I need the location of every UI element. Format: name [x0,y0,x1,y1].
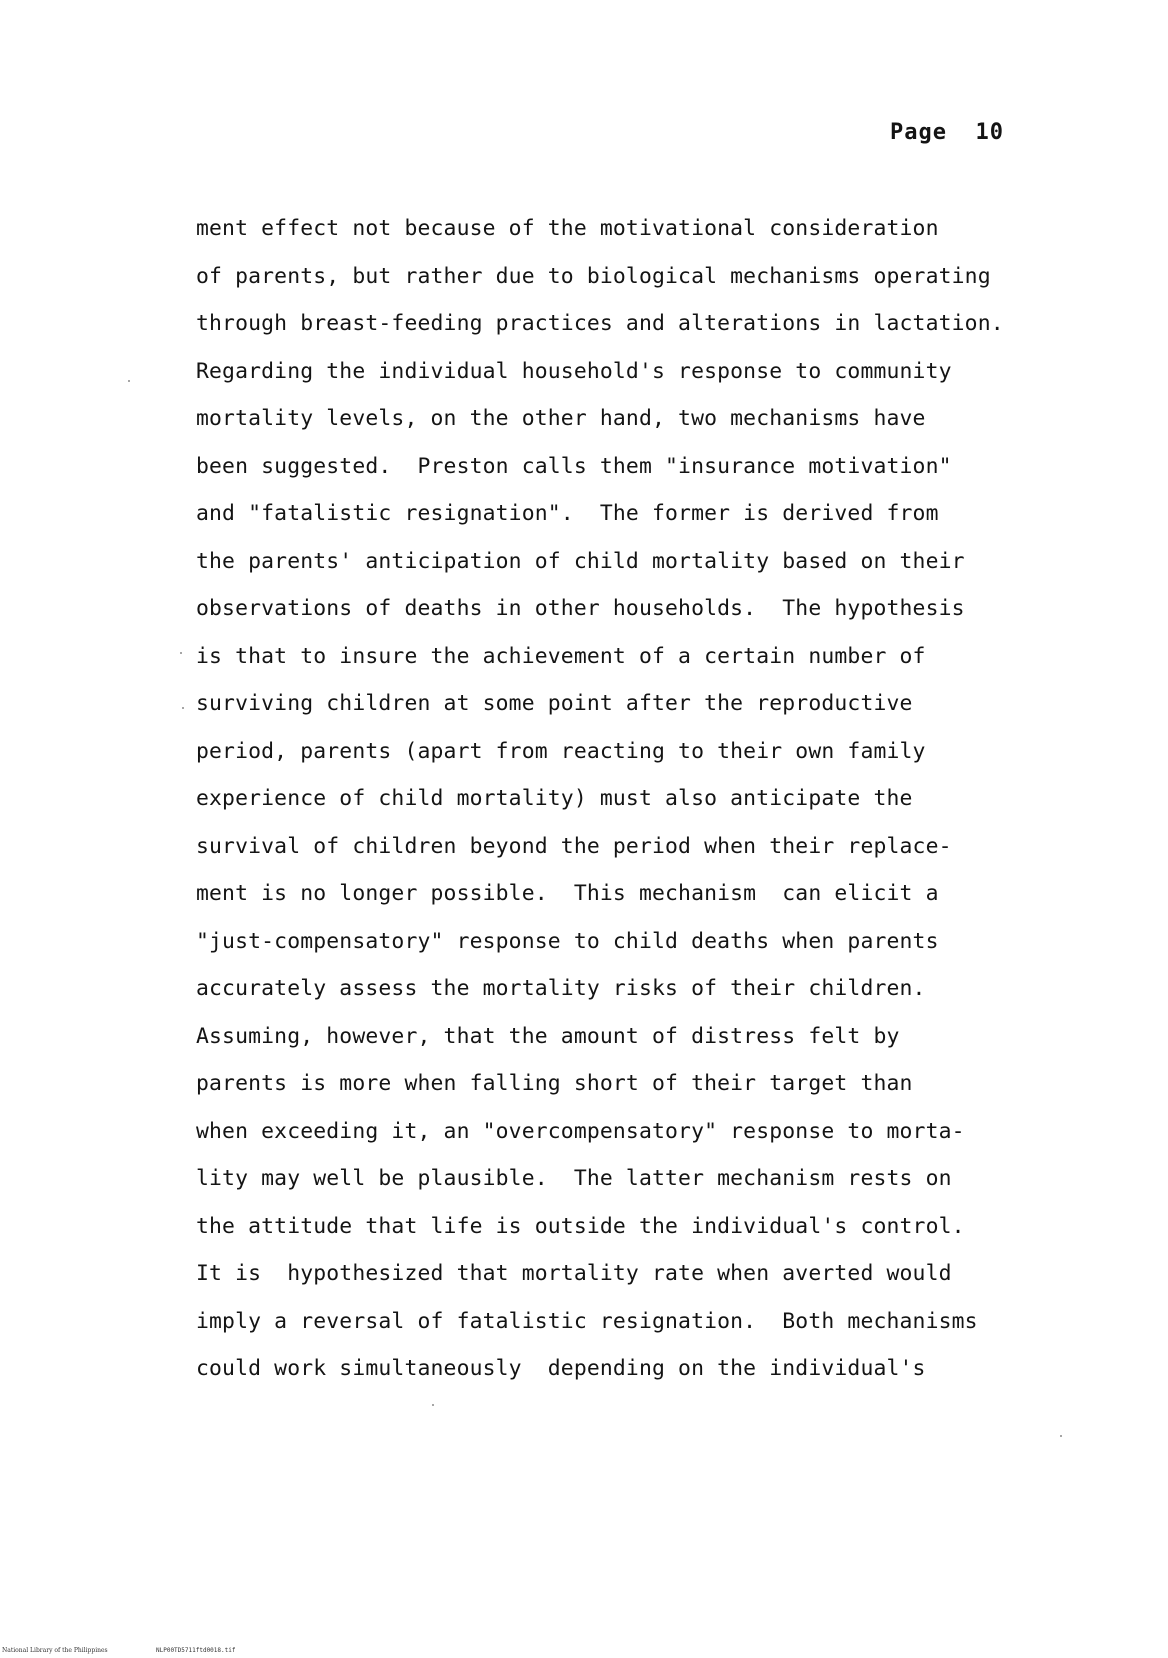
text-line: survival of children beyond the period when their replace- [196,833,952,859]
text-line: the attitude that life is outside the individual's control. [196,1213,965,1239]
page-number: Page 10 [890,120,1004,145]
text-line: of parents, but rather due to biological mechanisms operating [196,263,991,289]
text-line: the parents' anticipation of child mortality based on their [196,548,965,574]
scan-speck [180,652,182,654]
body-text [196,214,1096,1402]
text-line: period, parents (apart from reacting to their own family [196,738,926,764]
text-line: through breast-feeding practices and alterations in lactation. [196,311,1004,336]
text-line: parents is more when falling short of their target than [196,1071,913,1096]
scan-speck [1060,1435,1062,1437]
text-line: and "fatalistic resignation". The former is derived from [196,501,939,526]
scan-speck [432,1404,434,1406]
text-line: observations of deaths in other households. The hypothesis [196,596,965,621]
text-line: lity may well be plausible. The latter mechanism rests on [196,1166,952,1191]
text-line: ment effect not because of the motivational consideration [196,216,939,241]
text-line: imply a reversal of fatalistic resignation. Both mechanisms [196,1308,978,1334]
text-line: ment is no longer possible. This mechanism can elicit a [196,881,939,906]
footer-file-id: NLP00TD5711ftd0018.tif [156,1647,236,1654]
text-line: been suggested. Preston calls them "insurance motivation" [196,453,952,479]
text-line: when exceeding it, an "overcompensatory" response to morta- [196,1118,965,1144]
text-line: is that to insure the achievement of a certain number of [196,643,926,669]
scan-speck [128,380,130,382]
text-line: could work simultaneously depending on the individual's [196,1356,926,1381]
footer-library-credit: National Library of the Philippines [2,1647,108,1654]
text-line: accurately assess the mortality risks of their children. [196,976,926,1001]
text-line: Assuming, however, that the amount of distress felt by [196,1023,900,1049]
text-line: "just-compensatory" response to child deaths when parents [196,928,939,954]
text-line: It is hypothesized that mortality rate when averted would [196,1261,952,1286]
text-line: experience of child mortality) must also anticipate the [196,786,913,811]
text-line: Regarding the individual household's response to community [196,358,952,384]
text-line: mortality levels, on the other hand, two mechanisms have [196,406,926,431]
text-line: surviving children at some point after the reproductive [196,691,913,716]
scan-speck [182,707,184,709]
